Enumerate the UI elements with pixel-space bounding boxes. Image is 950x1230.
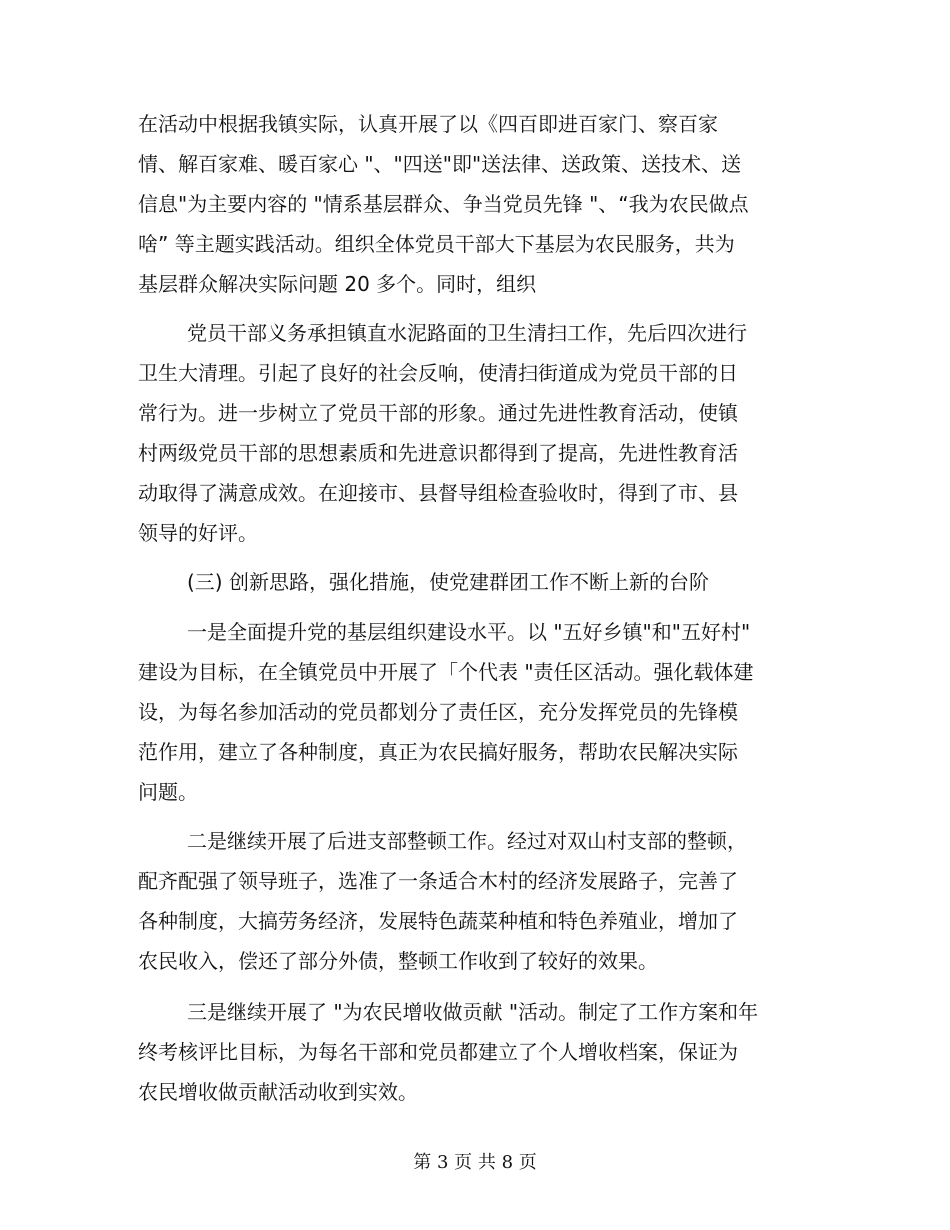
text-line-content: 动取得了满意成效。在迎接市、县督导组检查验收时，得到了市、县 xyxy=(138,481,738,505)
text-line xyxy=(0,824,950,858)
text-line xyxy=(0,735,950,769)
text-line xyxy=(0,187,950,221)
text-line xyxy=(0,944,950,978)
text-line-content: 在活动中根据我镇实际，认真开展了以《四百即进百家门、察百家 xyxy=(138,112,718,136)
text-line xyxy=(0,995,950,1029)
page-footer: 第 3 页 共 8 页 xyxy=(413,1152,537,1173)
text-line-content: 农民增收做贡献活动收到实效。 xyxy=(138,1080,418,1104)
text-line-content: 信息"为主要内容的 "情系基层群众、争当党员先锋 "、“我为农民做点 xyxy=(138,192,749,216)
text-line-content: 啥” 等主题实践活动。组织全体党员干部大下基层为农民服务，共为 xyxy=(138,232,735,256)
text-line xyxy=(0,615,950,649)
text-line-content: 配齐配强了领导班子，选准了一条适合木村的经济发展路子，完善了 xyxy=(138,869,738,893)
text-line xyxy=(0,476,950,510)
text-line-content: 一是全面提升党的基层组织建设水平。以 "五好乡镇"和"五好村" xyxy=(187,620,751,644)
text-line-content: 二是继续开展了后进支部整顿工作。经过对双山村支部的整顿， xyxy=(187,829,747,853)
text-line-content: 设，为每名参加活动的党员都划分了责任区，充分发挥党员的先锋模 xyxy=(138,700,738,724)
text-line xyxy=(0,107,950,141)
text-line xyxy=(0,904,950,938)
text-line xyxy=(0,565,950,599)
text-line xyxy=(0,864,950,898)
text-line xyxy=(0,396,950,430)
text-line xyxy=(0,316,950,350)
text-line xyxy=(0,695,950,729)
text-line-content: 三是继续开展了 "为农民增收做贡献 "活动。制定了工作方案和年 xyxy=(187,1000,759,1024)
text-line xyxy=(0,227,950,261)
text-line-content: 问题。 xyxy=(138,780,198,804)
text-line xyxy=(0,147,950,181)
text-line xyxy=(0,436,950,470)
text-line xyxy=(0,267,950,301)
text-line xyxy=(0,775,950,809)
text-line-content: 常行为。进一步树立了党员干部的形象。通过先进性教育活动，使镇 xyxy=(138,401,738,425)
text-line-content: 卫生大清理。引起了良好的社会反响，使清扫街道成为党员干部的日 xyxy=(138,361,738,385)
text-line xyxy=(0,516,950,550)
text-line-content: 情、解百家难、暖百家心 "、"四送"即"送法律、送政策、送技术、送 xyxy=(138,152,742,176)
text-line-content: 各种制度，大搞劳务经济，发展特色蔬菜种植和特色养殖业，增加了 xyxy=(138,909,738,933)
text-line xyxy=(0,655,950,689)
text-line-content: 范作用，建立了各种制度，真正为农民搞好服务，帮助农民解决实际 xyxy=(138,740,738,764)
text-line-content: 农民收入，偿还了部分外债，整顿工作收到了较好的效果。 xyxy=(138,949,658,973)
text-line-content: (三) 创新思路，强化措施，使党建群团工作不断上新的台阶 xyxy=(187,570,709,594)
text-line xyxy=(0,356,950,390)
text-line-content: 建设为目标，在全镇党员中开展了「个代表 "责任区活动。强化载体建 xyxy=(138,660,754,684)
text-line-content: 基层群众解决实际问题 20 多个。同时，组织 xyxy=(138,272,537,296)
text-line-content: 领导的好评。 xyxy=(138,521,258,545)
text-line-content: 党员干部义务承担镇直水泥路面的卫生清扫工作，先后四次进行 xyxy=(187,321,747,345)
text-line-content: 村两级党员干部的思想素质和先进意识都得到了提高，先进性教育活 xyxy=(138,441,738,465)
text-line xyxy=(0,1075,950,1109)
text-line xyxy=(0,1035,950,1069)
text-line-content: 终考核评比目标，为每名干部和党员都建立了个人增收档案，保证为 xyxy=(138,1040,738,1064)
